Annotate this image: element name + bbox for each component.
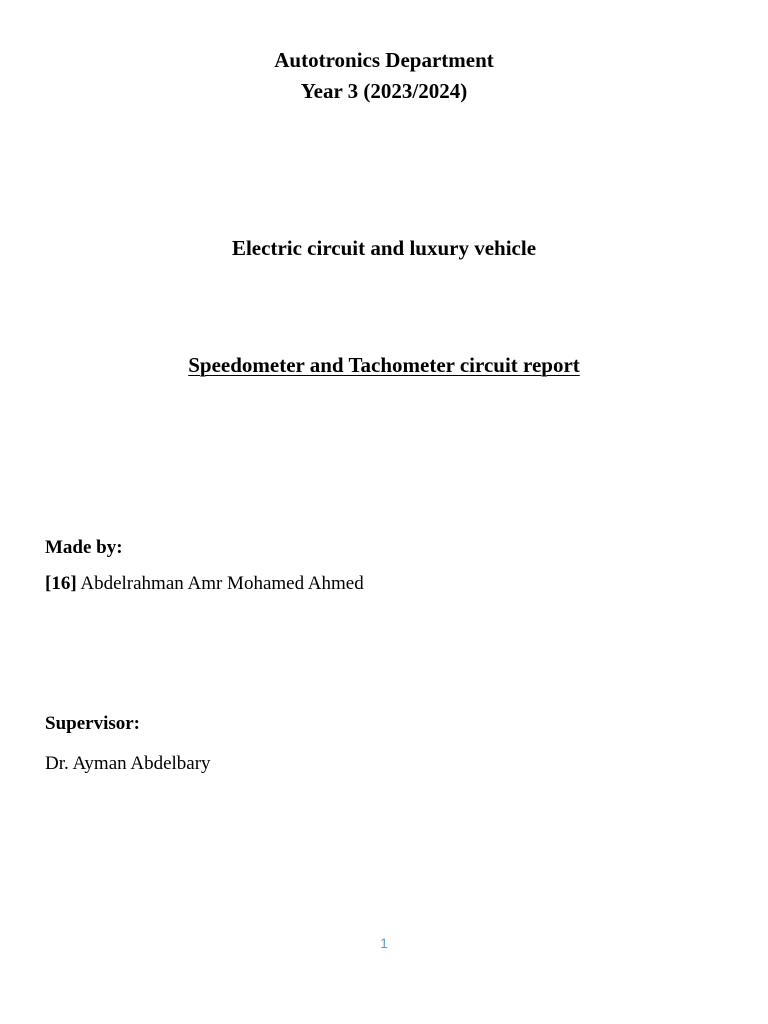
supervisor-label: Supervisor: — [45, 713, 140, 734]
supervisor-name: Dr. Ayman Abdelbary — [45, 753, 211, 774]
author-entry — [45, 572, 364, 596]
department-title: Autotronics Department — [274, 48, 494, 72]
report-title-text: Speedometer and Tachometer circuit report — [188, 353, 580, 377]
course-title: Electric circuit and luxury vehicle — [231, 236, 537, 260]
made-by-label: Made by: — [45, 537, 123, 558]
academic-year: Year 3 (2023/2024) — [300, 79, 468, 103]
report-title — [0, 351, 768, 379]
author-name: Abdelrahman Amr Mohamed Ahmed — [80, 573, 364, 594]
author-id: [16] — [45, 573, 77, 594]
page-number: 1 — [380, 935, 388, 951]
